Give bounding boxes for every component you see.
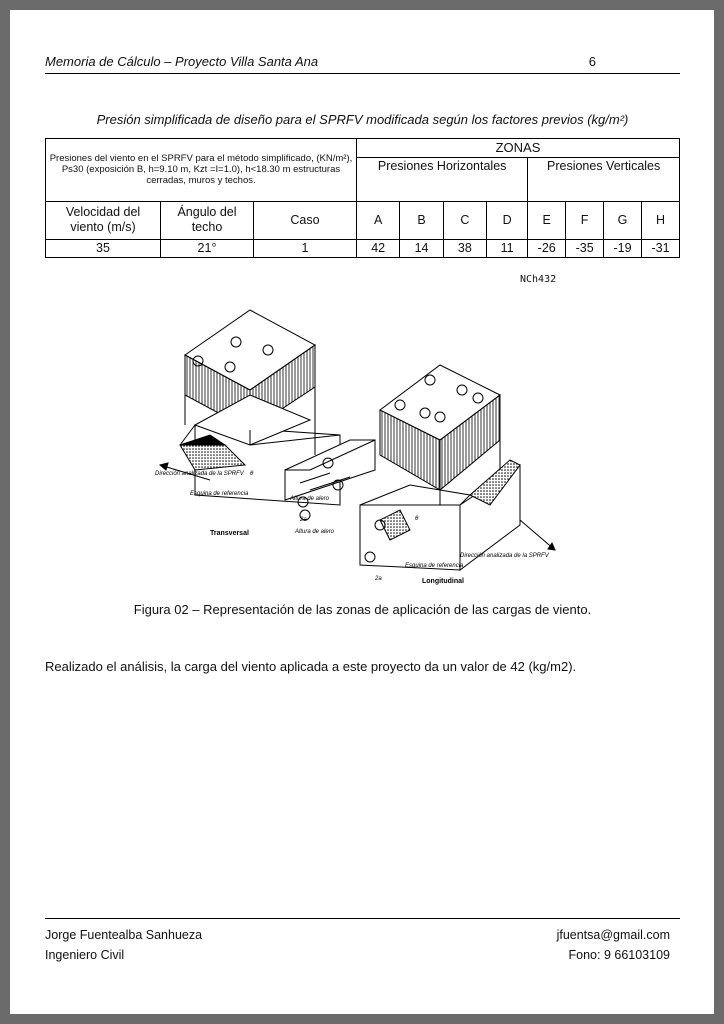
document-page: [10, 10, 714, 1014]
column-header: C: [443, 201, 486, 239]
longitudinal-label: Longitudinal: [422, 578, 464, 585]
column-header: A: [357, 201, 400, 239]
eave-height-label-right: Altura de alero: [295, 529, 335, 535]
transversal-label: Transversal: [210, 530, 249, 537]
table-row: [46, 239, 680, 257]
reference-code: NCh432: [520, 274, 557, 285]
column-header: F: [566, 201, 604, 239]
table-cell: -31: [641, 239, 679, 257]
eave-height-label-left: Altura de alero: [290, 496, 330, 502]
table-cell: 14: [400, 239, 443, 257]
direction-label-right: Dirección analizada de la SPRFV: [460, 553, 549, 559]
table-cell: 21°: [161, 239, 254, 257]
reference-corner-label-left: Esquina de referencia: [190, 491, 249, 497]
horizontal-pressures-header: Presiones Horizontales: [357, 157, 528, 201]
wind-pressure-table: [45, 138, 680, 258]
page-header: [45, 54, 680, 74]
table-cell: 11: [487, 239, 528, 257]
table-description: Presiones del viento en el SPRFV para el método simplificado, (KN/m²), Ps30 (exposición B, h=9.10 m, Kzt =I=1.0), h<18.30 m estructuras cerradas, muros y techos.: [46, 139, 357, 202]
column-header: E: [528, 201, 566, 239]
wind-zones-diagram: [150, 295, 570, 585]
table-cell: -35: [566, 239, 604, 257]
column-header: B: [400, 201, 443, 239]
table-cell: 1: [254, 239, 357, 257]
table-cell: 38: [443, 239, 486, 257]
column-header: Caso: [254, 201, 357, 239]
figure-caption: Figura 02 – Representación de las zonas de aplicación de las cargas de viento.: [133, 602, 592, 617]
two-a-label-left: 2a: [300, 517, 307, 523]
column-header: Velocidad del viento (m/s): [46, 201, 161, 239]
table-cell: 42: [357, 239, 400, 257]
table-cell: -26: [528, 239, 566, 257]
page-number: 6: [588, 54, 596, 69]
column-header: H: [641, 201, 679, 239]
column-header: Ángulo del techo: [161, 201, 254, 239]
column-header: G: [604, 201, 642, 239]
reference-corner-label-right: Esquina de referencia: [405, 563, 464, 569]
two-a-label-right: 2a: [375, 576, 382, 582]
direction-label-left: Dirección analizada de la SPRFV: [155, 471, 244, 477]
page-footer: [45, 918, 680, 965]
author-email: jfuentsa@gmail.com: [556, 928, 670, 942]
header-title: Memoria de Cálculo – Proyecto Villa Santa Ana: [45, 54, 319, 69]
wind-zones-figure: [150, 295, 570, 585]
table-cell: -19: [604, 239, 642, 257]
theta-label-right: θ: [415, 516, 419, 522]
vertical-pressures-header: Presiones Verticales: [528, 157, 680, 201]
author-name: Jorge Fuentealba Sanhueza: [45, 928, 203, 942]
author-role: Ingeniero Civil: [45, 948, 125, 962]
table-caption: Presión simplificada de diseño para el SPRFV modificada según los factores previos (kg/m²): [96, 112, 629, 127]
body-paragraph: Realizado el análisis, la carga del viento aplicada a este proyecto da un valor de 42 (kg/m2).: [45, 659, 577, 674]
zonas-header: ZONAS: [357, 139, 680, 158]
column-header: D: [487, 201, 528, 239]
author-phone: Fono: 9 66103109: [568, 948, 670, 962]
table-cell: 35: [46, 239, 161, 257]
theta-label-left: θ: [250, 471, 254, 477]
